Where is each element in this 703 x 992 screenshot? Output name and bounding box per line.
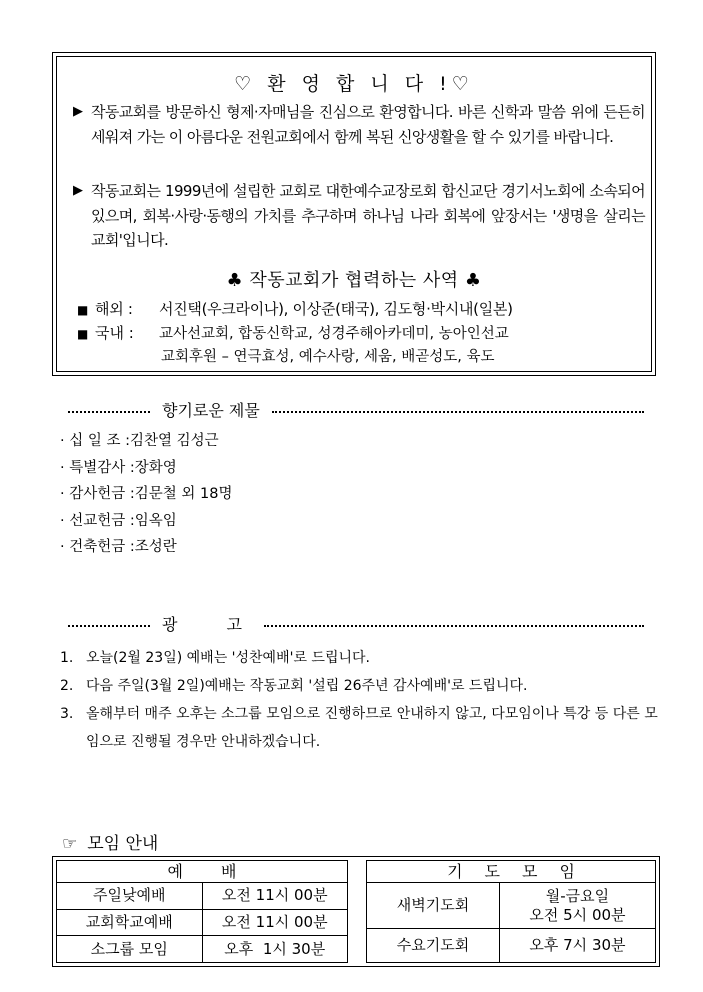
offering-key: · 감사헌금 :	[60, 486, 135, 502]
welcome-paragraph-2	[73, 179, 645, 253]
dotted-leader	[272, 411, 644, 413]
pointing-hand-icon: ☞	[62, 834, 78, 854]
overseas-value: 서진택(우크라이나), 이상준(태국), 김도형·박시내(일본)	[159, 300, 513, 318]
welcome-paragraph-1-text: 작동교회를 방문하신 형제·자매님을 진심으로 환영합니다. 바른 신학과 말씀 위에 든든히 세워져 가는 이 아름다운 전원교회에서 함께 복된 신앙생활을 할 수 있기를 바랍니다.	[91, 103, 645, 146]
offering-value: 김문철 외 18명	[134, 486, 233, 502]
worship-name: 교회학교예배	[57, 909, 203, 936]
triangle-right-icon: ▶	[73, 104, 83, 119]
ministry-domestic	[77, 322, 509, 345]
welcome-paragraph-2-text: 작동교회는 1999년에 설립한 교회로 대한예수교장로회 합신교단 경기서노회에 소속되어 있으며, 회복·사랑·동행의 가치를 추구하며 하나님 나라 회복에 앞장서는 '생명을 살리는 교회'입니다.	[91, 182, 645, 249]
notice-header-label: 광 고	[162, 615, 264, 634]
prayer-name: 새벽기도회	[367, 883, 500, 929]
welcome-title: ♡ 환 영 합 니 다 !♡	[234, 73, 474, 95]
overseas-label: 해외 :	[95, 300, 133, 318]
worship-time: 오후 1시 30분	[202, 936, 348, 963]
offering-value: 장화영	[134, 459, 177, 476]
prayer-name: 수요기도회	[367, 929, 500, 963]
black-square-icon: ■	[77, 303, 89, 317]
offering-value: 조성란	[134, 539, 177, 555]
prayer-time	[499, 883, 655, 929]
meeting-title-text: 모임 안내	[87, 834, 159, 854]
meeting-table	[52, 856, 660, 967]
prayer-table	[366, 860, 656, 963]
notice-text: 오늘(2월 23일) 예배는 '성찬예배'로 드립니다.	[86, 650, 370, 666]
domestic-value-2: 교회후원 – 연극효성, 예수사랑, 세움, 배곧성도, 육도	[161, 349, 495, 365]
notice-list	[60, 644, 660, 756]
dotted-leader	[68, 625, 150, 627]
list-item	[60, 700, 660, 756]
ministry-title: ♣ 작동교회가 협력하는 사역 ♣	[226, 270, 482, 291]
notice-text: 다음 주일(3월 2일)예배는 작동교회 '설립 26주년 감사예배'로 드립니다.	[86, 678, 528, 694]
worship-name: 소그룹 모임	[57, 936, 203, 963]
dotted-leader	[264, 625, 644, 627]
list-item	[60, 428, 232, 455]
notice-number: 2.	[60, 678, 74, 694]
notice-text: 올해부터 매주 오후는 소그룹 모임으로 진행하므로 안내하지 않고, 다모임이나 특강 등 다른 모임으로 진행될 경우만 안내하겠습니다.	[86, 706, 658, 750]
offering-header-label: 향기로운 제물	[162, 401, 260, 420]
list-item	[60, 481, 232, 508]
dotted-leader	[68, 411, 150, 413]
worship-time: 오전 11시 00분	[202, 883, 348, 910]
prayer-time: 오후 7시 30분	[499, 929, 655, 963]
prayer-time-line: 오전 5시 00분	[529, 905, 626, 924]
offering-value: 임옥임	[134, 512, 177, 529]
notice-number: 1.	[60, 650, 74, 666]
ministry-overseas	[77, 298, 513, 321]
domestic-value-1: 교사선교회, 합동신학교, 성경주해아카데미, 농아인선교	[159, 326, 509, 342]
offering-key: · 선교헌금 :	[60, 512, 135, 529]
worship-header: 예배	[57, 861, 348, 883]
list-item	[60, 508, 232, 535]
welcome-paragraph-1	[73, 100, 645, 149]
list-item	[60, 644, 660, 672]
notice-header	[68, 612, 644, 635]
meeting-title	[62, 829, 158, 854]
black-square-icon: ■	[77, 327, 89, 341]
prayer-time-line: 월-금요일	[545, 886, 610, 905]
offering-key: · 특별감사 :	[60, 459, 135, 476]
worship-table	[56, 860, 348, 963]
offering-list	[60, 428, 232, 561]
triangle-right-icon: ▶	[73, 183, 83, 198]
list-item	[60, 534, 232, 561]
worship-time: 오전 11시 00분	[202, 909, 348, 936]
offering-header	[68, 398, 644, 421]
domestic-label: 국내 :	[95, 324, 134, 342]
welcome-box	[52, 52, 656, 376]
notice-number: 3.	[60, 706, 74, 722]
worship-name: 주일낮예배	[57, 883, 203, 910]
prayer-header: 기도모임	[367, 861, 656, 883]
offering-value: 김찬열 김성근	[129, 433, 219, 449]
list-item	[60, 455, 232, 482]
offering-key: · 건축헌금 :	[60, 539, 135, 555]
offering-key: · 십 일 조 :	[60, 433, 130, 449]
list-item	[60, 672, 660, 700]
